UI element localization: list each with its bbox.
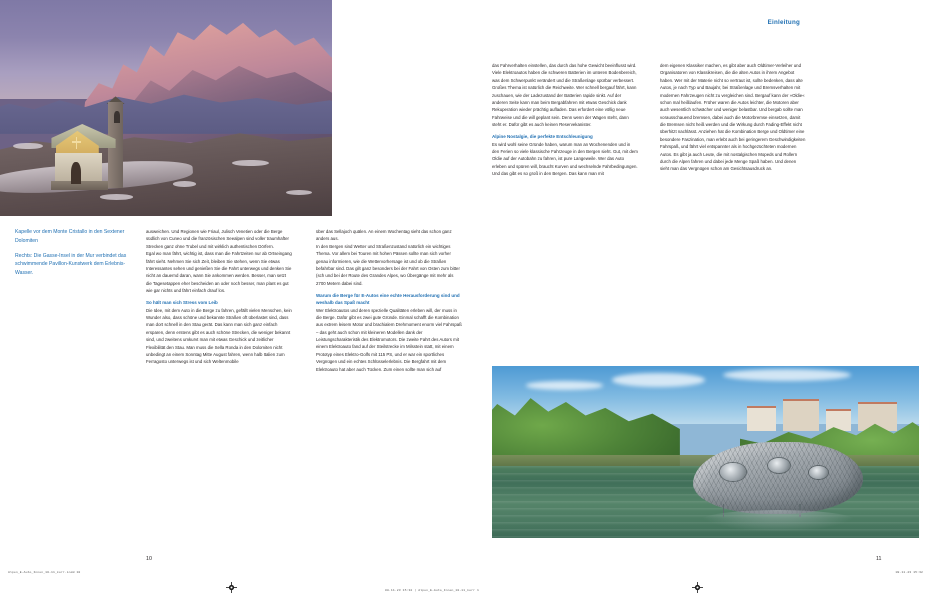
photo-cloud [612,373,706,387]
body-paragraph: In den Bergen sind Wetter und Straßenzustand natürlich ein wichtiges Thema. Vor allem bei Touren mit hohen Pässen sollte man sich vorher genau informieren, wie die Wettervorhersage ist und ob die Straßen befahrbar sind. Das gilt ganz besonders bei der Fahrt von Osten zum bitter (sch und bei der Route des Grandes Alpes, wo Übergänge mit mehr als 2700 Metern dabei sind. [316,243,460,286]
body-paragraph: Wer Elektroautos und deren spezielle Qualitäten erleben will, der muss in die Berge. Dafür gibt es zwei gute Gründe. Einmal schafft die Kombination aus extrem leisem Motor und brachialem Drehmoment enorm viel Fahrspaß – das geht auch schon mit kleineren Modellen dank der Leistungscharakteristik des Elektromotors. Die zweite Fahrt des Autors mit einem Elektroauto fand auf der Steilstrecke im Milsstein statt, mit einem Prototyp eines Elektro-Golfs mit 115 PS, und er war ein sportliches Vergnügen und ein echtes Schlüsselerlebnis. Die Bergfahrt mit dem Elektroauto hat aber auch Tücken. Zum einen sollte man sich auf [316,307,462,372]
photo-sculpture-dome [720,463,746,480]
photo-cloud [526,381,603,390]
running-head: Einleitung [767,19,800,26]
photo-building [747,406,776,431]
photo-snow-patch [173,181,196,187]
photo-snow-patch [100,194,133,200]
photo-water-reflection [701,510,855,531]
page-number-right: 11 [876,556,882,562]
mur-island-sculpture-photo [492,366,919,538]
registration-target-icon [226,582,237,593]
photo-chapel [51,102,127,188]
body-paragraph: Es wird wohl seine Gründe haben, warum man an Wochenenden und in den Ferien so viele klassische Fahrzeuge in den Bergen sieht. Gut, mit dem Oldie auf der Autobahn zu fahren, ist pure Langeweile. Wer das Auto erleben und spüren will, braucht Kurven und wechselnde Fahrbedingungen. Und das gibt es so groß in den Bergen. Das kann man mit [492,141,638,177]
body-paragraph: Die Idee, mit dem Auto in die Berge zu fahren, gefällt vielen Menschen, kein Wunder also, dass schöne und bekannte Straßen oft überlastet sind, dass man dort schnell in den Stau gerät. Das kann man sich ganz einfach ersparen, denn erstens gibt es auch schöne Strecken, die weniger bekannt sind, und zweitens umkurvt man mit etwas Geschick und zeitlicher Flexibilität den Stau. Man muss die Sella Ronda in den Dolomiten nicht unbedingt an einem Sonntag Mitte August fahren, wenn halb Italien zum Ferragosto unterwegs ist und sich Weltenmobile [146,307,292,365]
page-number-left: 10 [146,556,152,562]
body-paragraph: das Fahrverhalten einstellen, das durch das hohe Gewicht beeinflusst wird. Viele Elektroautos haben die schweren Batterien im unteren Bodenbereich, was dem Schwerpunkt verändert und die Straßenlage spürbar verbessert. Großes Thema ist natürlich die Reichweite. Wer schnell bergauf fährt, kann zuschauen, wie der Ladezustand der Batterien rapide sinkt. Auf der anderen Seite kann man beim Bergabfahren mit etwas Geschick dank Rekuperation wieder prächtig aufladen. Das erfordert eine völlig neue Fahrweise und die will geplant sein. Denn wenn der Wagen steht, dann steht er. Dafür gibt es auch keinen Reservekanister. [492,63,637,127]
cross-icon [72,137,81,149]
photo-building [783,399,819,431]
slug-line-right: 08.11.23 15:32 [895,570,923,574]
section-heading: Alpine Nostalgie, die perfekte Entschleunigung [492,134,593,140]
slug-line-center: 08.11.23 15:32 | Alpen_E-Auto_Innen_10-11_korr 1 [385,588,479,592]
chapel-door [71,162,81,184]
photo-caption-block [15,228,137,284]
photo-townscape [740,394,919,432]
photo-sculpture-dome [768,458,790,473]
body-paragraph: ausweichen. Und Regionen wie Friaul, Julisch Venetien oder die Berge südlich von Cuneo und die französischen Seealpen sind voller traumhafter Strecken ganz ohne Trubel und mit wirklich authentischen Dörfern. [146,229,289,249]
photo-island-sculpture [693,442,864,514]
registration-target-icon [692,582,703,593]
section-heading: So hält man sich Stress vom Leib [146,300,218,306]
text-column-1 [146,228,292,366]
text-column-4 [660,62,806,173]
body-paragraph: Egal wo man fährt, wichtig ist, dass man die Fahrtzeiten nur ab Ortseingang fährt sieht. Nehmen Sie sich Zeit, bleiben Sie stehen, wenn Sie etwas Interessantes sehen und genießen Sie die Fahrt unterwegs und denken Sie nicht an dauernd daran, wann Sie ankommen werden. Besser, man setzt die Tagesetappen eher bescheiden an oder noch besser, man plant es gut wie gar nichts und fährt einfach drauf los. [146,251,292,293]
chapel-bell-opening [114,111,120,123]
text-column-2 [316,228,462,373]
section-heading: Warum die Berge für E-Autos eine echte Herausforderung sind und weshalb das Spaß macht [316,293,460,306]
text-column-3 [492,62,638,178]
photo-building [826,409,851,431]
photo-caption-line: Rechts: Die Gasse-Insel in der Mur verbindet das schwimmende Pavillon-Kunstwerk dem Erlebnis-Wasser. [15,252,127,276]
chapel-in-dolomites-photo [0,0,332,216]
slug-line-left: Alpen_E-Auto_Innen_10-11_korr.indd 10 [8,570,81,574]
photo-sculpture-dome [809,466,828,479]
photo-caption-line: Kapelle vor dem Monte Cristallo in den Sextener Dolomiten [15,229,125,244]
photo-sculpture-lattice [693,442,864,514]
body-paragraph: dem eigenen Klassiker machen, es gibt aber auch Oldtimer-Verleiher und Organisatoren von Klassikreisen, die die alten Autos in ihrem Angebot haben. Wer mit der Materie nicht so vertraut ist, sollte bedenken, dass alte Autos, je nach Typ und Baujahr, bei Straßenlage und Bremsverhalten mit modernen Fahrzeugen nicht zu vergleichen sind. Bergauf kann der »Oldie« schon mal heißlaufen. Früher waren die Autos leichter, die Motoren aber auch wesentlich schwächer und weniger belastbar. Und bergab sollte man vorausschauend bremsen, dabei auch die Motorbremse einsetzen, damit die Bremsen nicht heiß werden und die Wirkung durch Fading-Effekt nicht überhitzt nachlässt. Anziehen hat die Kombination Berge und Oldtimer eine besondere Faszination, man erlebt auch bei geringerem Geschwindigkeiten Fahrspaß, und fährt viel entspannter als in hochgezüchteten modernen Autos. Es gibt ja auch Leute, die mit nostalgischen Mopeds und Rollern durch die Alpen fahren und dabei jede Menge Spaß haben. Und denen sieht man das Vergnügen schon am Gesichtsausdruck an. [660,63,806,172]
body-paragraph: über das Sellajoch quälen. An einem Wochentag sieht das schon ganz anders aus. [316,229,452,242]
